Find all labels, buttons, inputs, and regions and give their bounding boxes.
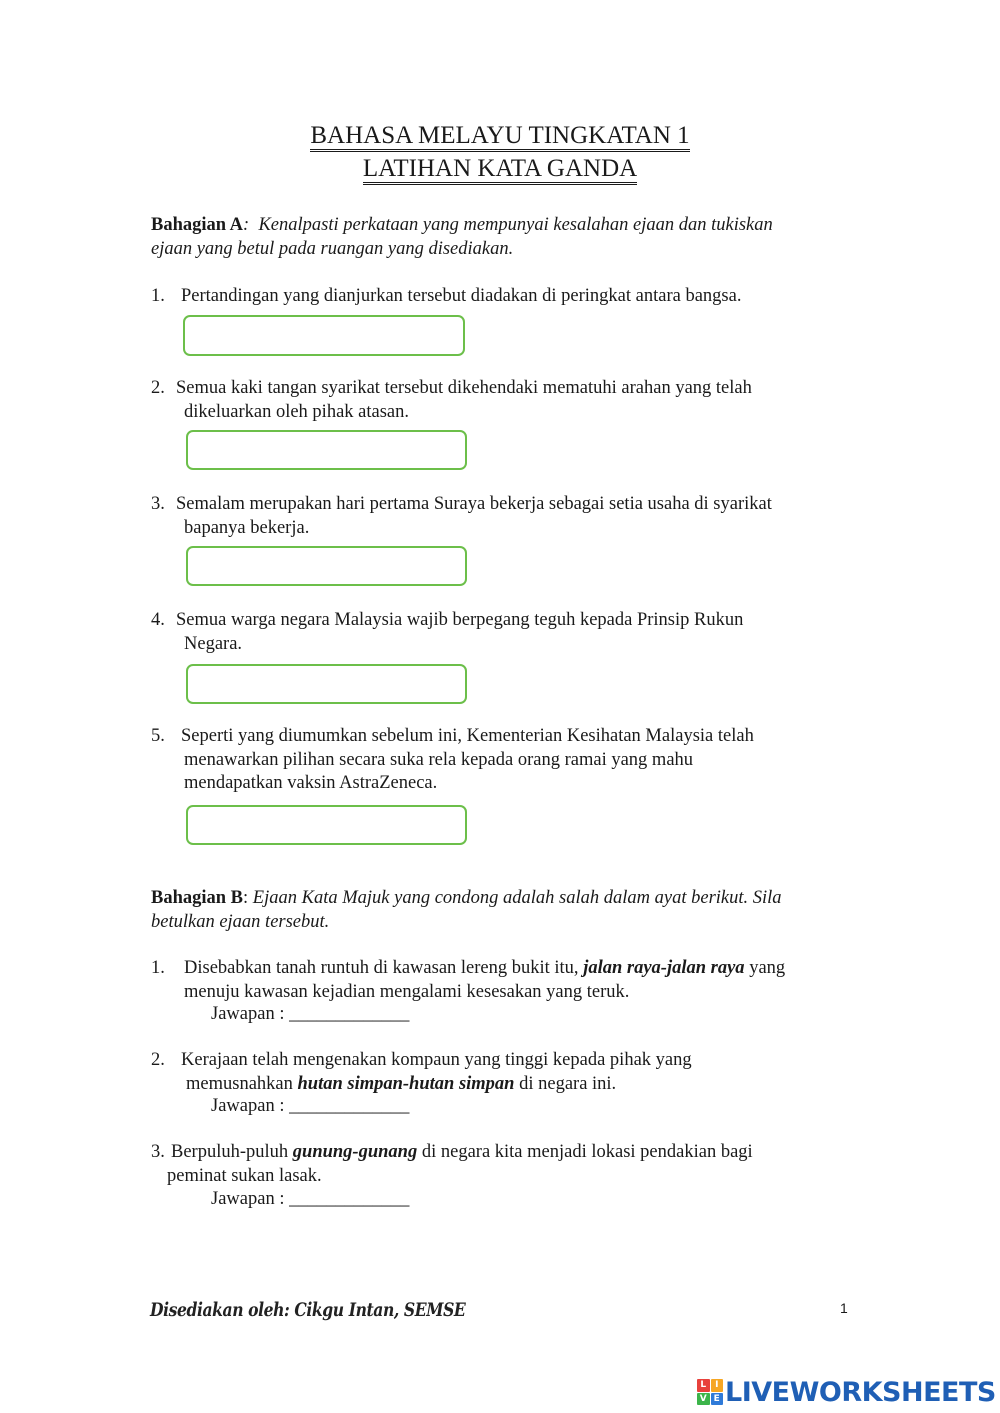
section-b-question-3: 3. Berpuluh-puluh gunung-gunang di negara kita menjadi lokasi pendakian bagi peminat sukan lasak.: [151, 1142, 753, 1186]
answer-box-5[interactable]: [186, 805, 467, 845]
worksheet-title: BAHASA MELAYU TINGKATAN 1: [0, 121, 1000, 151]
incorrect-word: jalan raya-jalan raya: [583, 958, 745, 978]
section-a-question-5: 5. Seperti yang diumumkan sebelum ini, Kementerian Kesihatan Malaysia telah menawarkan pilihan secara suka rela kepada orang ramai yang mahu mendapatkan vaksin AstraZeneca.: [151, 726, 754, 793]
answer-box-4[interactable]: [186, 664, 467, 704]
section-b-question-2: 2. Kerajaan telah mengenakan kompaun yang tinggi kepada pihak yang memusnahkan hutan simpan-hutan simpan di negara ini.: [151, 1050, 692, 1094]
section-b-instruction: Bahagian B: Ejaan Kata Majuk yang condong adalah salah dalam ayat berikut. Sila betulkan ejaan tersebut.: [151, 888, 782, 932]
answer-box-3[interactable]: [186, 546, 467, 586]
answer-box-2[interactable]: [186, 430, 467, 470]
section-a-label: Bahagian A: [151, 215, 244, 235]
worksheet-subtitle: LATIHAN KATA GANDA: [0, 154, 1000, 184]
incorrect-word: gunung-gunang: [292, 1142, 418, 1162]
liveworksheets-brand[interactable]: [697, 1375, 996, 1409]
brand-name: LIVEWORKSHEETS: [725, 1376, 996, 1408]
liveworksheets-logo-icon: L I V E: [697, 1379, 723, 1405]
worksheet-page: BAHASA MELAYU TINGKATAN 1 LATIHAN KATA GANDA Bahagian A: Kenalpasti perkataan yang mempunyai kesalahan ejaan dan tukiskan ejaan yang betul pada ruangan yang disediakan. 1. Pertandingan yang dianjurkan tersebut diadakan di peringkat antara bangsa. 2. Semua kaki tangan syarikat tersebut dikehendaki mematuhi arahan yang telah dikeluarkan oleh pihak atasan. 3. Semalam merupakan hari pertama Suraya bekerja sebagai setia usaha di syarikat bapanya bekerja. 4. Semua warga negara Malaysia wajib berpegang teguh kepada Prinsip Rukun Negara. 5. Seperti yang diumumkan sebelum ini, Kementerian Kesihatan Malaysia telah menawarkan pilihan secara suka rela kepada orang ramai yang mahu mendapatkan vaksin AstraZeneca. Bahagian B: Ejaan Kata Majuk yang condong adalah salah dalam ayat berikut. Sila betulkan ejaan tersebut. 1. Disebabkan tanah runtuh di kawasan lereng bukit itu, jalan raya-jalan raya yang menuju kawasan kejadian mengalami kesesakan yang teruk. Jawapan : _____________ 2. Kerajaan telah mengenakan kompaun yang tinggi kepada pihak yang memusnahkan hutan simpan-hutan simpan di negara ini. Jawapan : _____________ 3. Berpuluh-puluh gunung-gunang di negara kita menjadi lokasi pendakian bagi peminat sukan lasak. Jawapan : _____________ Disediakan oleh: Cikgu Intan, SEMSE 1 L I V E LIVEWORKSHEETS: [0, 0, 1000, 1413]
incorrect-word: hutan simpan-hutan simpan: [297, 1073, 515, 1094]
section-b-question-1: 1. Disebabkan tanah runtuh di kawasan lereng bukit itu, jalan raya-jalan raya yang menuju kawasan kejadian mengalami kesesakan yang teruk.: [151, 958, 786, 1002]
page-number: 1: [840, 1300, 848, 1316]
answer-line-1[interactable]: Jawapan : _____________: [211, 1004, 410, 1024]
answer-box-1[interactable]: [183, 315, 465, 356]
answer-line-3[interactable]: Jawapan : _____________: [211, 1189, 410, 1209]
section-a-instruction: Bahagian A: Kenalpasti perkataan yang mempunyai kesalahan ejaan dan tukiskan ejaan yang betul pada ruangan yang disediakan.: [151, 215, 773, 259]
prepared-by-signature: Disediakan oleh: Cikgu Intan, SEMSE: [150, 1299, 466, 1321]
answer-line-2[interactable]: Jawapan : _____________: [211, 1096, 410, 1116]
section-b-label: Bahagian B: [151, 888, 244, 908]
